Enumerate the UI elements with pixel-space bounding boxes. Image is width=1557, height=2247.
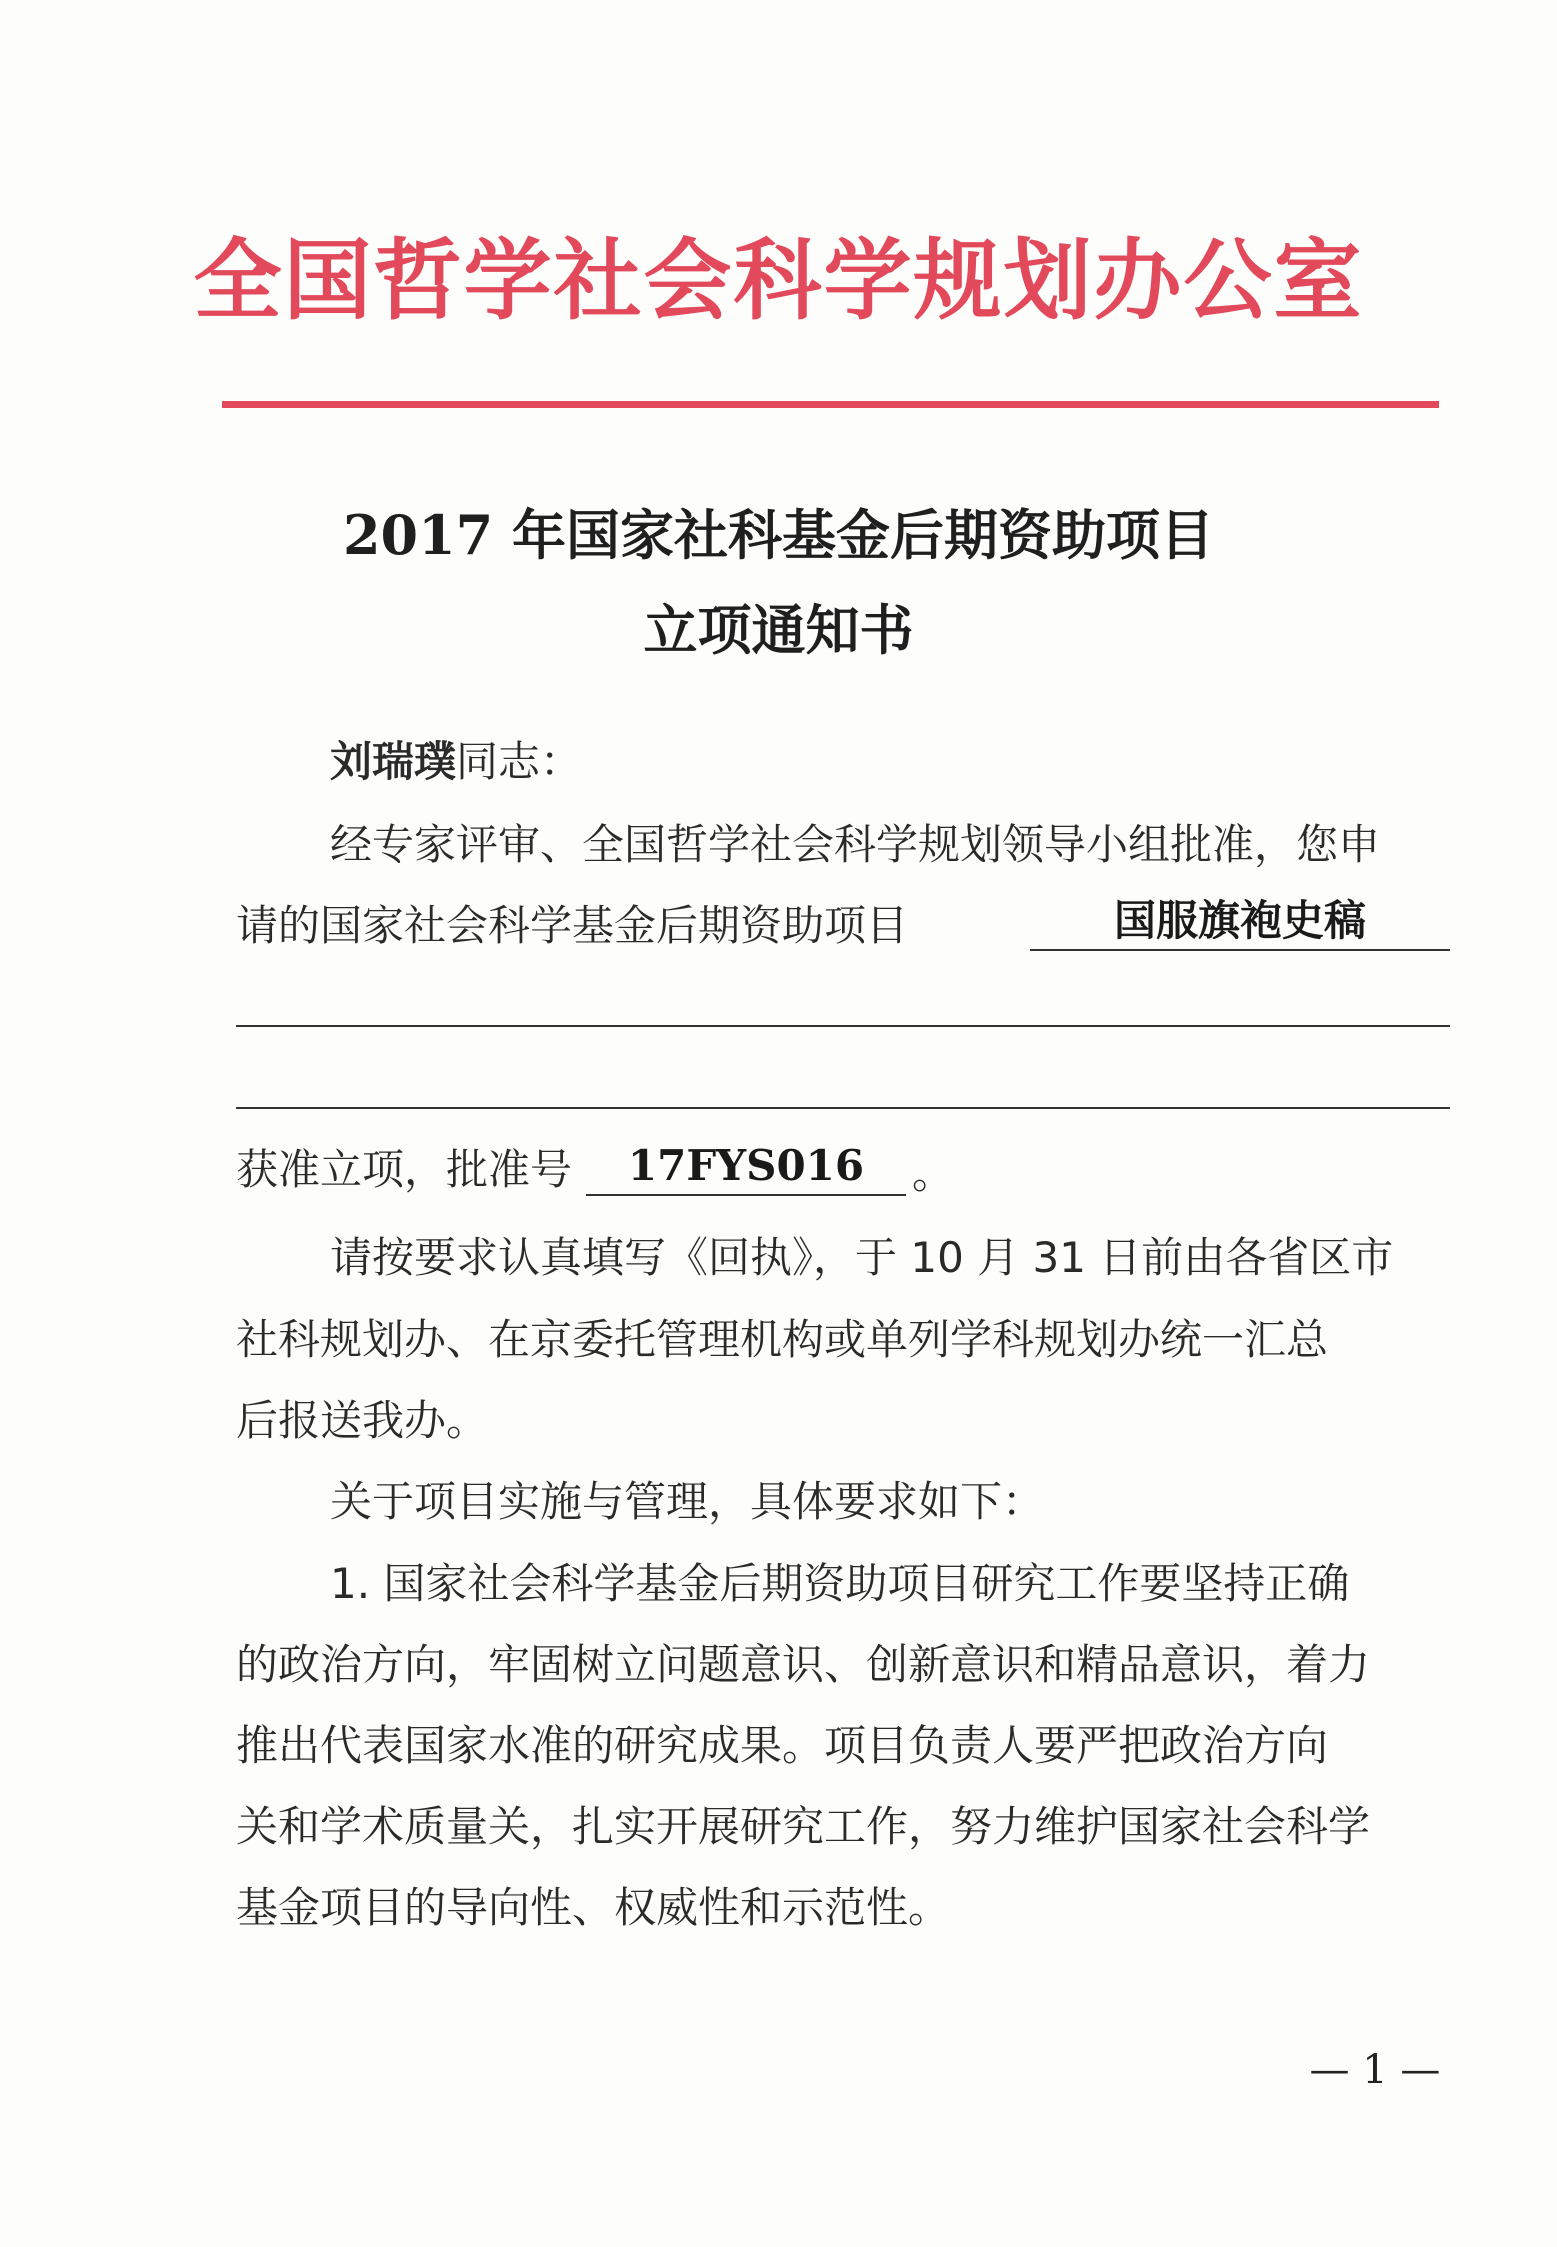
body-paragraph-2-line-1: 请按要求认真填写《回执》，于 10 月 31 日前由各省区市: [330, 1233, 1394, 1282]
body-paragraph-2-line-3: 后报送我办。: [236, 1396, 489, 1445]
approval-number-field: 17FYS016: [586, 1138, 906, 1196]
document-title-line2: 立项通知书: [643, 598, 914, 662]
requirement-item-1-line-1: 1. 国家社会科学基金后期资助项目研究工作要坚持正确: [330, 1559, 1350, 1608]
letterhead-red-rule: [222, 401, 1439, 408]
requirement-item-1-line-4: 关和学术质量关，扎实开展研究工作，努力维护国家社会科学: [236, 1802, 1371, 1851]
approval-suffix: 。: [912, 1149, 955, 1198]
page-number: — 1 —: [1309, 2047, 1441, 2093]
recipient-name: 刘瑞璞: [330, 737, 457, 786]
salutation-suffix: 同志：: [456, 737, 583, 786]
body-paragraph-2-line-2: 社科规划办、在京委托管理机构或单列学科规划办统一汇总: [236, 1315, 1329, 1364]
project-name-continuation-line-1: [236, 1025, 1450, 1027]
body-paragraph-3: 关于项目实施与管理，具体要求如下：: [330, 1477, 1045, 1526]
project-name-continuation-line-2: [236, 1107, 1450, 1109]
requirement-item-1-line-5: 基金项目的导向性、权威性和示范性。: [236, 1883, 951, 1932]
requirement-item-1-line-3: 推出代表国家水准的研究成果。项目负责人要严把政治方向: [236, 1721, 1329, 1770]
project-name-field: 国服旗袍史稿: [1030, 893, 1450, 951]
body-paragraph-1-line-1: 经专家评审、全国哲学社会科学规划领导小组批准，您申: [330, 820, 1381, 869]
document-title-line1: 2017 年国家社科基金后期资助项目: [342, 503, 1215, 567]
body-paragraph-1-line-2: 请的国家社会科学基金后期资助项目: [236, 901, 909, 950]
salutation: [330, 732, 582, 792]
approval-prefix: 获准立项，批准号: [236, 1145, 573, 1194]
requirement-item-1-line-2: 的政治方向，牢固树立问题意识、创新意识和精品意识，着力: [236, 1640, 1371, 1689]
letterhead-issuer: 全国哲学社会科学规划办公室: [193, 228, 1364, 332]
